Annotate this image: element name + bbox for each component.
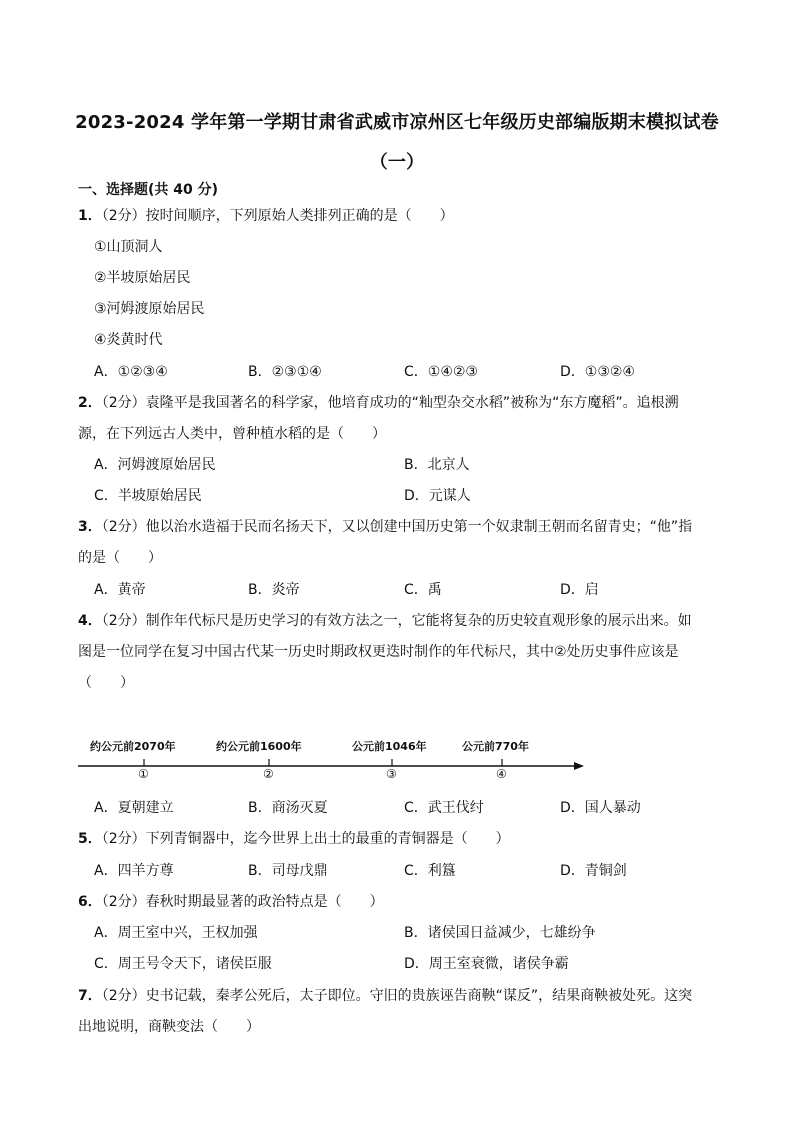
question-5-stem	[78, 829, 510, 849]
option-c[interactable]: C．武王伐纣	[404, 800, 484, 816]
question-4-stem-cont: 图是一位同学在复习中国古代某一历史时期政权更迭时制作的年代标尺，其中②处历史事件应该是	[78, 644, 679, 660]
question-score: （2分）	[101, 208, 146, 224]
option-a[interactable]: A．夏朝建立	[94, 800, 174, 816]
option-a[interactable]: A．周王室中兴，王权加强	[94, 925, 258, 941]
option-c[interactable]: C．禹	[404, 582, 442, 598]
question-3-stem	[78, 517, 692, 537]
timeline-mark: ③	[386, 767, 397, 781]
question-1-item: ②半坡原始居民	[94, 270, 191, 286]
option-a[interactable]: A．河姆渡原始居民	[94, 457, 216, 473]
question-3-stem-cont: 的是（ ）	[78, 550, 162, 566]
option-b[interactable]: B．司母戊鼎	[248, 863, 328, 879]
option-c[interactable]: C．利簋	[404, 863, 456, 879]
timeline-label: 约公元前1600年	[216, 740, 302, 753]
timeline-mark: ②	[263, 767, 274, 781]
question-1-stem	[78, 206, 454, 226]
exam-title: 2023-2024 学年第一学期甘肃省武威市凉州区七年级历史部编版期末模拟试卷	[75, 112, 719, 133]
option-a[interactable]: A．黄帝	[94, 582, 146, 598]
question-4-stem	[78, 611, 692, 631]
option-d[interactable]: D．启	[560, 582, 599, 598]
option-c[interactable]: C．①④②③	[404, 364, 478, 380]
question-text: 下列青铜器中，迄今世界上出土的最重的青铜器是（ ）	[145, 831, 510, 847]
option-a[interactable]: A．四羊方尊	[94, 863, 174, 879]
question-score: （2分）	[101, 894, 146, 910]
question-score: （2分）	[101, 519, 146, 535]
timeline-label: 公元前1046年	[352, 740, 427, 753]
question-text: 制作年代标尺是历史学习的有效方法之一，它能将复杂的历史较直观形象的展示出来。如	[145, 613, 692, 629]
question-1-item: ③河姆渡原始居民	[94, 301, 205, 317]
option-d[interactable]: D．青铜剑	[560, 863, 627, 879]
question-text: 春秋时期最显著的政治特点是（ ）	[145, 894, 384, 910]
option-a[interactable]: A．①②③④	[94, 364, 168, 380]
question-text: 他以治水造福于民而名扬天下，又以创建中国历史第一个奴隶制王朝而名留青史；“他”指	[145, 519, 693, 535]
question-number: 7．	[78, 988, 102, 1004]
question-number: 4．	[78, 613, 102, 629]
question-2-stem-cont: 源，在下列远古人类中，曾种植水稻的是（ ）	[78, 426, 386, 442]
option-d[interactable]: D．国人暴动	[560, 800, 641, 816]
option-d[interactable]: D．元谋人	[404, 488, 471, 504]
question-number: 5．	[78, 831, 102, 847]
question-1-item: ①山顶洞人	[94, 239, 163, 255]
question-7-stem	[78, 986, 692, 1006]
question-text: 按时间顺序，下列原始人类排列正确的是（ ）	[145, 208, 454, 224]
option-b[interactable]: B．北京人	[404, 457, 470, 473]
exam-title-subtitle: （一）	[369, 152, 425, 173]
timeline-figure	[78, 740, 584, 784]
question-number: 1．	[78, 208, 102, 224]
timeline-label: 公元前770年	[462, 740, 529, 753]
question-score: （2分）	[101, 988, 146, 1004]
question-6-stem	[78, 892, 384, 912]
question-text: 袁隆平是我国著名的科学家，他培育成功的“籼型杂交水稻”被称为“东方魔稻”。追根溯	[145, 395, 679, 411]
question-score: （2分）	[101, 395, 146, 411]
option-b[interactable]: B．诸侯国日益减少，七雄纷争	[404, 925, 596, 941]
question-1-item: ④炎黄时代	[94, 332, 163, 348]
question-7-stem-cont: 出地说明，商鞅变法（ ）	[78, 1019, 260, 1035]
option-c[interactable]: C．半坡原始居民	[94, 488, 202, 504]
question-text: 史书记载，秦孝公死后，太子即位。守旧的贵族诬告商鞅“谋反”，结果商鞅被处死。这突	[145, 988, 693, 1004]
question-number: 2．	[78, 395, 102, 411]
question-score: （2分）	[101, 831, 146, 847]
timeline-label: 约公元前2070年	[90, 740, 176, 753]
option-d[interactable]: D．周王室衰微，诸侯争霸	[404, 956, 569, 972]
timeline-mark: ①	[138, 767, 149, 781]
question-4-stem-cont: （ ）	[78, 675, 134, 691]
timeline-mark: ④	[496, 767, 507, 781]
option-b[interactable]: B．商汤灭夏	[248, 800, 328, 816]
option-b[interactable]: B．炎帝	[248, 582, 300, 598]
option-c[interactable]: C．周王号令天下，诸侯臣服	[94, 956, 272, 972]
question-score: （2分）	[101, 613, 146, 629]
timeline-arrow-icon	[574, 762, 584, 770]
option-b[interactable]: B．②③①④	[248, 364, 322, 380]
section-heading: 一、选择题(共 40 分)	[78, 182, 219, 198]
question-number: 3．	[78, 519, 102, 535]
question-number: 6．	[78, 894, 102, 910]
option-d[interactable]: D．①③②④	[560, 364, 635, 380]
question-2-stem	[78, 393, 679, 413]
